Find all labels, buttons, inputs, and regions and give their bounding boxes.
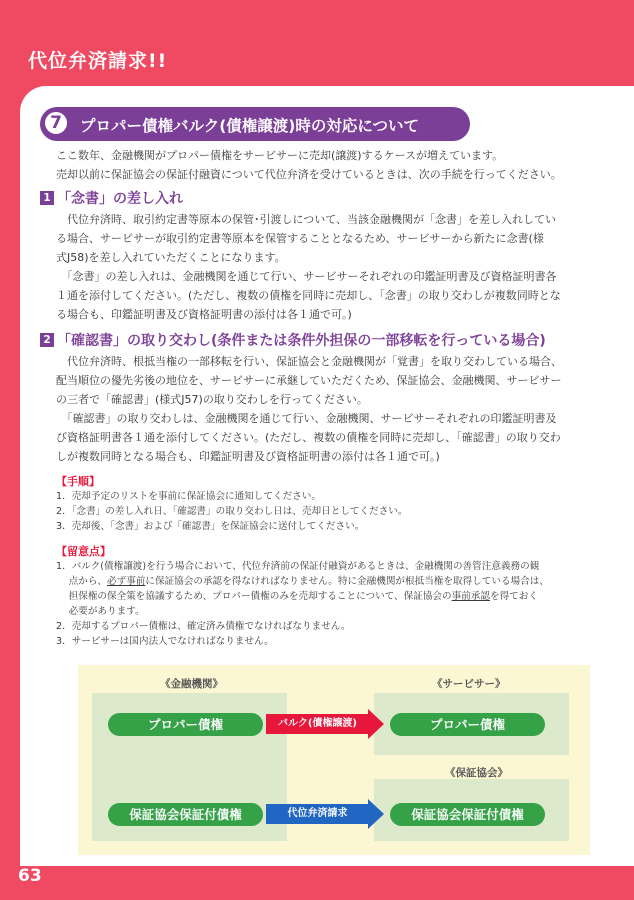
body-line: しが複数同時となる場合も、印鑑証明書及び資格証明書の添付は各１通で可。) (56, 450, 440, 463)
intro-line: 売却以前に保証協会の保証付融資について代位弁済を受けているときは、次の手続を行ってください。 (56, 168, 562, 181)
page-header-title: 代位弁済請求!! (28, 50, 168, 72)
subsection-1-title: 「念書」の差し入れ (57, 191, 183, 207)
underlined-text: 事前承認 (451, 591, 490, 602)
subsection-2-title: 「確認書」の取り交わし(条件または条件外担保の一部移転を行っている場合) (57, 333, 546, 349)
guaranteed-claim-guarantee: 保証協会保証付債権 (390, 803, 545, 826)
notes-label: 【留意点】 (56, 545, 111, 558)
guaranteed-claim-bank: 保証協会保証付債権 (108, 803, 263, 826)
page-number: 63 (18, 866, 42, 886)
note-line: 1．バルク(債権譲渡)を行う場合において、代位弁済前の保証付融資があるときは、金融機関の善管注意義務の観 (56, 561, 540, 572)
note-line: 必要があります。 (56, 606, 145, 617)
subsection-1-heading (40, 188, 183, 208)
proper-claim-servicer: プロパー債権 (390, 713, 545, 736)
bank-label: 《金融機関》 (160, 678, 223, 690)
body-line: 代位弁済時、取引約定書等原本の保管･引渡しについて、当該金融機関が「念書」を差し入れしてい (56, 213, 557, 226)
underlined-text: 必ず事前 (107, 576, 146, 587)
body-line: 式J58)を差し入れていただくことになります。 (56, 251, 286, 264)
subsection-2-heading (40, 330, 546, 350)
subsection-2-number: 2 (40, 333, 54, 347)
body-line: １通を添付してください。(ただし、複数の債権を同時に売却し、「念書」の取り交わしが複数同時とな (56, 289, 561, 302)
subsection-1-body (56, 210, 561, 324)
notes-list (56, 559, 549, 649)
procedure-item: 3．売却後、「念書」および「確認書」を保証協会に送付してください。 (56, 521, 365, 532)
subrogation-claim-arrow (266, 799, 384, 829)
body-line: る場合も、印鑑証明書及び資格証明書の添付は各１通で可。) (56, 308, 352, 321)
body-line: び資格証明書各１通を添付してください。(ただし、複数の債権を同時に売却し、「確認書」の取り交わ (56, 431, 561, 444)
servicer-label: 《サービサー》 (432, 678, 506, 690)
procedure-item: 1．売却予定のリストを事前に保証協会に通知してください。 (56, 491, 321, 502)
note-line: 担保権の保全策を協議するため、プロパー債権のみを売却することについて、保証協会の事前承認を得ておく (56, 591, 538, 602)
subsection-2-body (56, 352, 562, 466)
intro-line: ここ数年、金融機関がプロパー債権をサービサーに売却(譲渡)するケースが増えています。 (56, 149, 504, 162)
guarantee-label: 《保証協会》 (445, 767, 508, 779)
arrow-head (368, 709, 384, 739)
intro-text (56, 146, 562, 184)
body-line: 「念書」の差し入れは、金融機関を通じて行い、サービサーそれぞれの印鑑証明書及び資格証明書各 (56, 270, 557, 283)
bulk-transfer-label: バルク(債権譲渡) (266, 714, 369, 734)
body-line: 配当順位の優先劣後の地位を、サービサーに承継していただくため、保証協会、金融機関、サービサー (56, 374, 562, 387)
body-line: 代位弁済時、根抵当権の一部移転を行い、保証協会と金融機関が「覚書」を取り交わしている場合、 (56, 355, 562, 368)
note-line: 2．売却するプロパー債権は、確定済み債権でなければなりません。 (56, 621, 351, 632)
subsection-1-number: 1 (40, 191, 54, 205)
section-number-badge: 7 (43, 110, 69, 136)
body-line: の三者で「確認書」(様式J57)の取り交わしを行ってください。 (56, 393, 368, 406)
procedure-label: 【手順】 (56, 475, 100, 488)
subrogation-claim-label: 代位弁済請求 (266, 804, 369, 824)
section-title: プロパー債権バルク(債権譲渡)時の対応について (80, 117, 420, 135)
procedure-list (56, 489, 407, 534)
procedure-item: 2．「念書」の差し入れ日、「確認書」の取り交わし日は、売却日としてください。 (56, 506, 408, 517)
bulk-transfer-arrow (266, 709, 384, 739)
note-line: 3．サービサーは国内法人でなければなりません。 (56, 636, 274, 647)
arrow-head (368, 799, 384, 829)
body-line: る場合、サービサーが取引約定書等原本を保管することとなるため、サービサーから新たに念書(様 (56, 232, 544, 245)
bulk-diagram (78, 665, 590, 855)
body-line: 「確認書」の取り交わしは、金融機関を通じて行い、金融機関、サービサーそれぞれの印鑑証明書及 (56, 412, 557, 425)
proper-claim-bank: プロパー債権 (108, 713, 263, 736)
note-line: 点から、必ず事前に保証協会の承認を得なければなりません。特に金融機関が根抵当権を取得している場合は、 (56, 576, 549, 587)
